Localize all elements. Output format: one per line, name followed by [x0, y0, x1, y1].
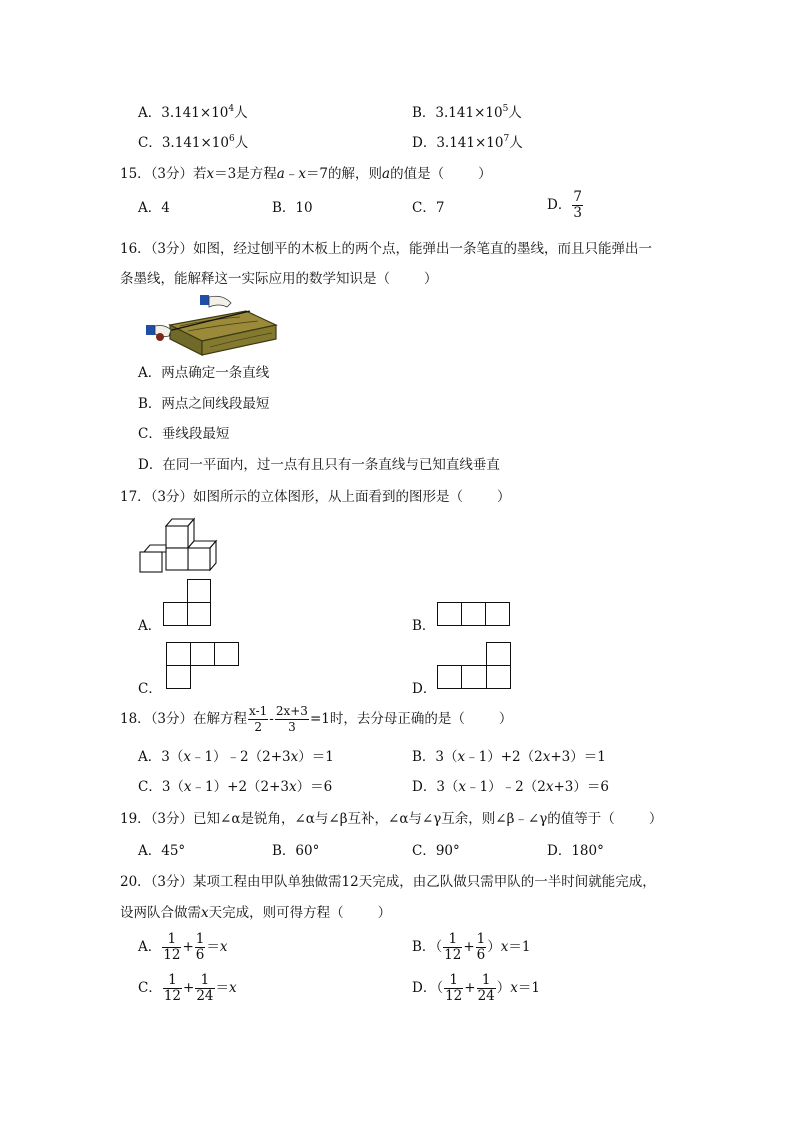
hand-sleeve-bottom	[146, 325, 155, 335]
q15-option-a: A．4	[138, 200, 170, 216]
q20-stem-line1: 20．（3分）某项工程由甲队单独做需12天完成，由乙队做只需甲队的一半时间就能完成，	[120, 874, 656, 890]
q17-option-d-label: D．	[412, 681, 437, 697]
q20-option-a: A． $\frac{1}{12}$ + $\frac{1}{6}$ ＝x	[138, 931, 228, 963]
q18-option-c: C．3（x﹣1）+2（2+3x）＝6	[138, 779, 333, 795]
q17-option-c-label: C．	[138, 681, 162, 697]
q15-option-d: D． $\frac{7}{3}$	[547, 189, 582, 221]
q14-option-b: B．$3.141\times 10^5$人	[412, 104, 522, 121]
hand-sleeve-top	[200, 295, 209, 305]
q15-option-c: C．7	[412, 200, 445, 216]
q17-option-b-label: B．	[412, 618, 436, 634]
3d-cubes-figure	[138, 516, 218, 574]
q14-option-a: A．$3.141\times 10^4$人	[138, 104, 248, 121]
q16-option-c: C．垂线段最短	[138, 426, 230, 442]
q20-stem-line2: 设两队合做需x天完成，则可得方程（ ）	[120, 905, 392, 921]
q18-option-b: B．3（x﹣1）+2（2x+3）＝1	[412, 749, 606, 765]
q14-option-c: C．$3.141\times 10^6$人	[138, 134, 249, 151]
q17-stem: 17．（3分）如图所示的立体图形，从上面看到的图形是（ ）	[120, 489, 511, 505]
q18-option-a: A．3（x﹣1）﹣2（2+3x）＝1	[138, 749, 334, 765]
q18-option-d: D．3（x﹣1）﹣2（2x+3）＝6	[412, 779, 609, 795]
q19-option-b: B．60°	[272, 843, 320, 859]
q16-option-d: D．在同一平面内，过一点有且只有一条直线与已知直线垂直	[138, 457, 500, 473]
q19-stem: 19．（3分）已知∠α是锐角，∠α与∠β互补，∠α与∠γ互余，则∠β﹣∠γ的值等于（ ）	[120, 811, 663, 827]
q20-option-c: C． $\frac{1}{12}$ + $\frac{1}{24}$ ＝x	[138, 972, 237, 1004]
q19-option-d: D．180°	[547, 843, 604, 859]
q16-stem-line1: 16．（3分）如图，经过刨平的木板上的两个点，能弹出一条笔直的墨线，而且只能弹出一	[120, 241, 653, 257]
q17-option-a-label: A．	[138, 618, 162, 634]
q19-option-a: A．45°	[138, 843, 186, 859]
q19-option-c: C．90°	[412, 843, 460, 859]
q15-stem: 15．（3分）若x＝3是方程a﹣x＝7的解，则a的值是（ ）	[120, 166, 492, 182]
q20-option-b: B．（ $\frac{1}{12}$ + $\frac{1}{6}$ ）x＝1	[412, 931, 531, 963]
q16-option-a: A．两点确定一条直线	[138, 365, 270, 381]
q15-option-b: B．10	[272, 200, 313, 216]
q14-option-d: D．$3.141\times 10^7$人	[412, 134, 523, 151]
q18-stem: 18．（3分）在解方程 $\frac{x-1}{2}$ - $\frac{2x+3}{3}$ =1时，去分母正确的是（ ）	[120, 704, 513, 734]
q16-stem-line2: 条墨线，能解释这一实际应用的数学知识是（ ）	[120, 271, 438, 287]
q20-option-d: D．（ $\frac{1}{12}$ + $\frac{1}{24}$ ）x＝1	[412, 972, 540, 1004]
q16-option-b: B．两点之间线段最短	[138, 396, 270, 412]
wooden-board-figure	[140, 293, 280, 359]
